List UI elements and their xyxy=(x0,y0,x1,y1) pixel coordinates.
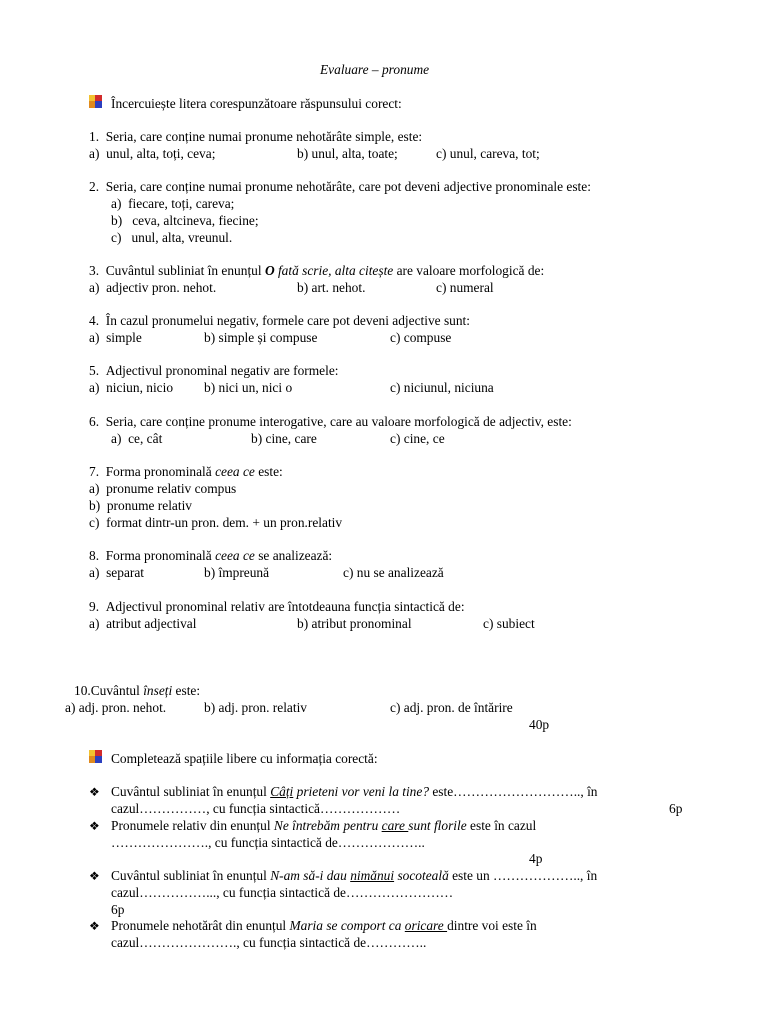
fill-item-3-post: este un ……………….., în xyxy=(448,868,598,883)
question-6-option-a: a) ce, cât xyxy=(111,431,163,446)
question-8-stem-pre: 8. Forma pronominală xyxy=(89,548,216,563)
question-9-option-c: c) subiect xyxy=(483,616,535,631)
question-5-option-c: c) niciunul, niciuna xyxy=(390,380,494,395)
fill-item-1-line2: cazul……………, cu funcția sintactică……………… xyxy=(111,801,401,816)
fill-item-2-line2: …………………., cu funcția sintactică de……………….. xyxy=(111,835,425,850)
question-7-form: ceea ce xyxy=(215,464,255,479)
diamond-bullet-icon: ❖ xyxy=(89,785,100,799)
question-9-option-b: b) atribut pronominal xyxy=(297,616,412,631)
question-3-option-c: c) numeral xyxy=(436,280,494,295)
question-4-stem: 4. În cazul pronumelui negativ, formele care pot deveni adjective sunt: xyxy=(89,313,470,328)
question-3-stem-pre: 3. Cuvântul subliniat în enunțul xyxy=(89,263,265,278)
question-3-stem-post: are valoare morfologică de: xyxy=(393,263,545,278)
question-6-option-c: c) cine, ce xyxy=(390,431,445,446)
fill-item-3-sentence-b: socoteală xyxy=(394,868,449,883)
question-7-option-b: b) pronume relativ xyxy=(89,498,192,513)
fill-item-4-underlined: oricare xyxy=(404,918,448,933)
fill-item-1-pre: Cuvântul subliniat în enunțul xyxy=(111,784,271,799)
diamond-bullet-icon: ❖ xyxy=(89,919,100,933)
section1-points: 40p xyxy=(529,717,550,732)
diamond-bullet-icon: ❖ xyxy=(89,819,100,833)
question-7-stem-pre: 7. Forma pronominală xyxy=(89,464,216,479)
question-8-form: ceea ce xyxy=(215,548,255,563)
diamond-bullet-icon: ❖ xyxy=(89,869,100,883)
question-1-option-c: c) unul, careva, tot; xyxy=(436,146,540,161)
fill-item-2-sentence-b: sunt florile xyxy=(408,818,467,833)
fill-item-2-points: 4p xyxy=(529,851,543,866)
question-10-option-b: b) adj. pron. relativ xyxy=(204,700,307,715)
fill-item-4-line2: cazul…………………., cu funcția sintactică de………….. xyxy=(111,935,427,950)
question-5-option-b: b) nici un, nici o xyxy=(204,380,293,395)
question-10-stem-pre: 10.Cuvântul xyxy=(74,683,144,698)
question-10-option-c: c) adj. pron. de întărire xyxy=(390,700,513,715)
question-8-option-a: a) separat xyxy=(89,565,145,580)
question-4-option-b: b) simple și compuse xyxy=(204,330,318,345)
question-3-sentence: fată scrie, alta citește xyxy=(274,263,394,278)
question-7-stem-post: este: xyxy=(254,464,283,479)
fill-item-4-pre: Pronumele nehotărât din enunțul xyxy=(111,918,290,933)
question-6-stem: 6. Seria, care conține pronume interogative, care au valoare morfologică de adjectiv, este: xyxy=(89,414,572,429)
question-2-stem: 2. Seria, care conține numai pronume nehotărâte, care pot deveni adjective pronominale este: xyxy=(89,179,591,194)
fill-item-3-line1 xyxy=(111,868,597,884)
fill-item-1-mid: este……………………….., în xyxy=(429,784,598,799)
question-8-stem-post: se analizează: xyxy=(254,548,333,563)
question-7-option-a: a) pronume relativ compus xyxy=(89,481,237,496)
fill-item-1-underlined: Câți xyxy=(270,784,294,799)
fill-item-2-underlined: care xyxy=(381,818,409,833)
fill-item-3-pre: Cuvântul subliniat în enunțul xyxy=(111,868,271,883)
fill-item-2-post: este în cazul xyxy=(466,818,537,833)
question-5-stem: 5. Adjectivul pronominal negativ are formele: xyxy=(89,363,339,378)
question-4-option-c: c) compuse xyxy=(390,330,452,345)
section2-instruction: Completează spațiile libere cu informația corectă: xyxy=(111,751,378,766)
colored-square-bullet-icon xyxy=(89,95,102,108)
colored-square-bullet-icon xyxy=(89,750,102,763)
question-2-option-a: a) fiecare, toți, careva; xyxy=(111,196,235,211)
question-3-option-a: a) adjectiv pron. nehot. xyxy=(89,280,217,295)
question-1-option-b: b) unul, alta, toate; xyxy=(297,146,398,161)
fill-item-1-line1 xyxy=(111,784,598,800)
question-4-option-a: a) simple xyxy=(89,330,142,345)
fill-item-1-sentence: prieteni vor veni la tine? xyxy=(293,784,430,799)
question-3-underlined-word: O xyxy=(264,263,275,278)
question-8-option-b: b) împreună xyxy=(204,565,270,580)
fill-item-3-underlined: nimănui xyxy=(350,868,395,883)
question-8-stem xyxy=(89,548,332,564)
question-2-option-b: b) ceva, altcineva, fiecine; xyxy=(111,213,259,228)
fill-item-2-line1 xyxy=(111,818,536,834)
question-8-option-c: c) nu se analizează xyxy=(343,565,444,580)
question-10-stem-post: este: xyxy=(172,683,201,698)
fill-item-4-sentence: Maria se comport ca xyxy=(289,918,405,933)
fill-item-2-pre: Pronumele relativ din enunțul xyxy=(111,818,274,833)
question-9-stem: 9. Adjectivul pronominal relativ are întotdeauna funcția sintactică de: xyxy=(89,599,465,614)
fill-item-2-sentence-a: Ne întrebăm pentru xyxy=(273,818,382,833)
question-9-option-a: a) atribut adjectival xyxy=(89,616,197,631)
question-1-option-a: a) unul, alta, toți, ceva; xyxy=(89,146,216,161)
page-title: Evaluare – pronume xyxy=(320,62,430,77)
question-7-stem xyxy=(89,464,283,480)
question-3-stem xyxy=(89,263,544,279)
question-7-option-c: c) format dintr-un pron. dem. + un pron.relativ xyxy=(89,515,343,530)
question-10-stem xyxy=(74,683,200,699)
question-10-option-a: a) adj. pron. nehot. xyxy=(65,700,167,715)
fill-item-3-sentence-a: N-am să-i dau xyxy=(270,868,351,883)
section1-instruction: Încercuiește litera corespunzătoare răspunsului corect: xyxy=(111,96,402,111)
fill-item-3-points: 6p xyxy=(111,902,125,917)
question-10-word: înseți xyxy=(143,683,173,698)
fill-item-4-post: dintre voi este în xyxy=(447,918,537,933)
question-6-option-b: b) cine, care xyxy=(251,431,317,446)
question-2-option-c: c) unul, alta, vreunul. xyxy=(111,230,233,245)
fill-item-1-points: 6p xyxy=(669,801,683,816)
question-1-stem: 1. Seria, care conține numai pronume nehotărâte simple, este: xyxy=(89,129,423,144)
fill-item-4-line1 xyxy=(111,918,537,934)
question-3-option-b: b) art. nehot. xyxy=(297,280,366,295)
fill-item-3-line2: cazul……………..., cu funcția sintactică de…………………… xyxy=(111,885,454,900)
question-5-option-a: a) niciun, nicio xyxy=(89,380,174,395)
